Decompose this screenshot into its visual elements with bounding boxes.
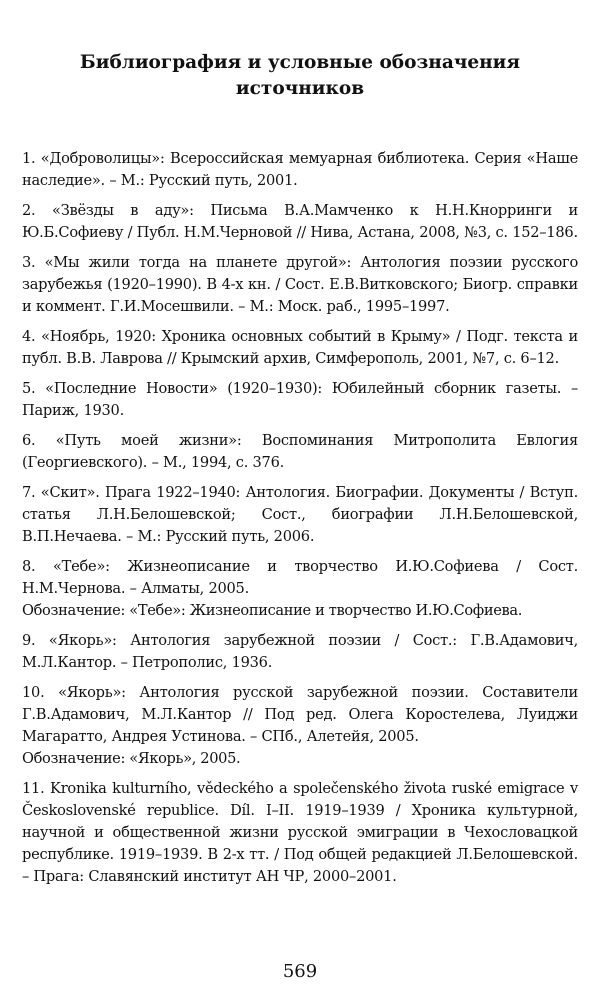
- bibliography-entry: [22, 778, 578, 888]
- entry-text: 2. «Звёзды в аду»: Письма В.А.Мамченко к Н.Н.Кнорринги и Ю.Б.Софиеву / Публ. Н.М.Черновой // Нива, Астана, 2008, №3, с. 152–186.: [22, 202, 578, 241]
- entry-designation: Обозначение: «Тебе»: Жизнеописание и творчество И.Ю.Софиева.: [22, 602, 523, 619]
- entry-designation: Обозначение: «Якорь», 2005.: [22, 750, 241, 767]
- page-number: 569: [282, 961, 318, 982]
- entry-text: 9. «Якорь»: Антология зарубежной поэзии / Сост.: Г.В.Адамович, М.Л.Кантор. – Петрополис, 1936.: [22, 632, 578, 671]
- bibliography-list: [22, 148, 578, 888]
- entry-text: 1. «Доброволицы»: Всероссийская мемуарная библиотека. Серия «Наше наследие». – М.: Русский путь, 2001.: [22, 150, 578, 189]
- bibliography-entry: [22, 148, 578, 192]
- entry-text: 11. Kronika kulturního, vědeckého a společenského života ruské emigrace v Československé republice. Díl. I–II. 1919–1939 / Хроника культурной, научной и общественной жизни русской эмиграции в Чехословацкой республике. 1919–1939. В 2-х тт. / Под общей редакцией Л.Белошевской. – Прага: Славянский институт АН ЧР, 2000–2001.: [22, 780, 578, 885]
- bibliography-entry: [22, 326, 578, 370]
- bibliography-entry: [22, 482, 578, 548]
- entry-text: 5. «Последние Новости» (1920–1930): Юбилейный сборник газеты. – Париж, 1930.: [22, 380, 578, 419]
- page-title: Библиография и условные обозначения источников: [79, 52, 521, 99]
- bibliography-entry: [22, 200, 578, 244]
- bibliography-entry: [22, 630, 578, 674]
- bibliography-entry: [22, 252, 578, 318]
- bibliography-entry: [22, 682, 578, 770]
- entry-text: 3. «Мы жили тогда на планете другой»: Антология поэзии русского зарубежья (1920–1990). В 4-х кн. / Сост. Е.В.Витковского; Биогр. справки и коммент. Г.И.Мосешвили. – М.: Моск. раб., 1995–1997.: [22, 254, 578, 315]
- bibliography-entry: [22, 556, 578, 622]
- entry-text: 8. «Тебе»: Жизнеописание и творчество И.Ю.Софиева / Сост. Н.М.Чернова. – Алматы, 2005.: [22, 558, 578, 597]
- entry-text: 4. «Ноябрь, 1920: Хроника основных событий в Крыму» / Подг. текста и публ. В.В. Лаврова // Крымский архив, Симферополь, 2001, №7, с. 6–12.: [22, 328, 578, 367]
- entry-text: 10. «Якорь»: Антология русской зарубежной поэзии. Составители Г.В.Адамович, М.Л.Кантор // Под ред. Олега Коростелева, Луиджи Магаратто, Андрея Устинова. – СПб., Алетейя, 2005.: [22, 684, 578, 745]
- bibliography-entry: [22, 378, 578, 422]
- entry-text: 6. «Путь моей жизни»: Воспоминания Митрополита Евлогия (Георгиевского). – М., 1994, с. 376.: [22, 432, 578, 471]
- entry-text: 7. «Скит». Прага 1922–1940: Антология. Биографии. Документы / Вступ. статья Л.Н.Белошевской; Сост., биографии Л.Н.Белошевской, В.П.Нечаева. – М.: Русский путь, 2006.: [22, 484, 578, 545]
- bibliography-entry: [22, 430, 578, 474]
